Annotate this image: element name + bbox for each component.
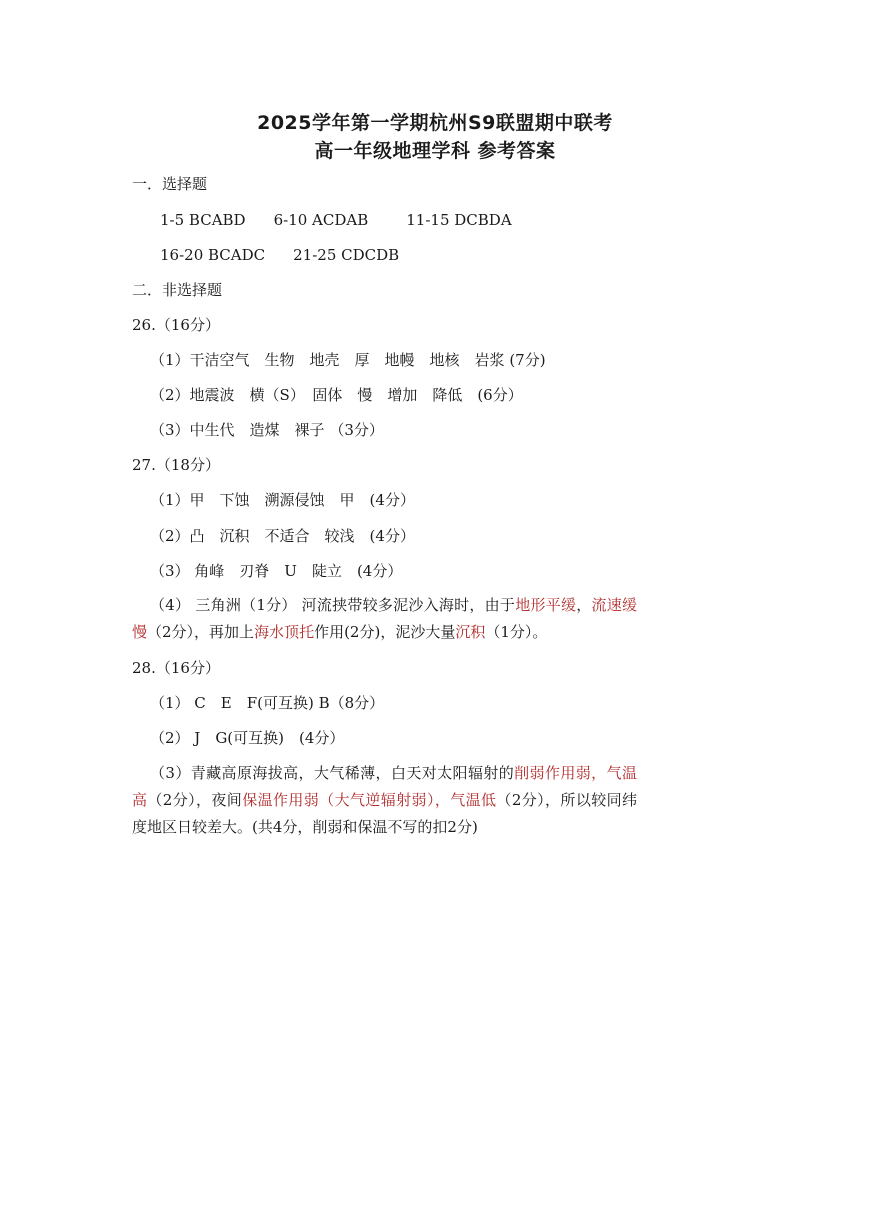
highlight-term: 海水顶托 [254, 623, 315, 641]
q27-answer-1: （1）甲 下蚀 溯源侵蚀 甲 (4分） [150, 491, 415, 509]
question-28-heading: 28.（16分） [132, 659, 220, 677]
q26-answer-2: （2）地震波 横（S） 固体 慢 增加 降低 (6分） [150, 386, 523, 404]
q28-answer-3: （3）青藏高原海拔高，大气稀薄，白天对太阳辐射的削弱作用弱，气温高（2分），夜间保温作用弱（大气逆辐射弱），气温低（2分），所以较同纬度地区日较差大。(共4分，削弱和保温不写的扣2分) [132, 764, 638, 836]
question-27-heading: 27.（18分） [132, 456, 220, 474]
choice-group-6-10: 6-10 ACDAB [273, 211, 369, 229]
highlight-term: 沉积 [455, 623, 486, 641]
question-26-heading: 26.（16分） [132, 316, 220, 334]
page-subtitle: 高一年级地理学科 参考答案 [314, 140, 556, 162]
q26-answer-1: （1）干洁空气 生物 地壳 厚 地幔 地核 岩浆 (7分) [150, 351, 546, 369]
q27-answer-3: （3） 角峰 刃脊 U 陡立 (4分） [150, 562, 403, 580]
page-title: 2025学年第一学期杭州S9联盟期中联考 [257, 112, 613, 134]
choice-group-1-5: 1-5 BCABD [160, 211, 246, 229]
choice-group-16-20: 16-20 BCADC [160, 246, 266, 264]
choice-answers-row-1 [160, 210, 512, 230]
choice-group-11-15: 11-15 DCBDA [406, 211, 512, 229]
highlight-term: 流速缓慢 [132, 596, 637, 641]
choice-answers-row-2 [160, 245, 399, 265]
highlight-term: 保温作用弱（大气逆辐射弱），气温低 [242, 791, 497, 809]
section-heading-choice: 一．选择题 [132, 175, 208, 193]
choice-group-21-25: 21-25 CDCDB [293, 246, 400, 264]
q27-answer-2: （2）凸 沉积 不适合 较浅 (4分） [150, 527, 415, 545]
q28-answer-1: （1） C E F(可互换) B（8分） [150, 694, 385, 712]
section-heading-nonchoice: 二．非选择题 [132, 281, 223, 299]
q28-answer-2: （2） J G(可互换) (4分） [150, 729, 345, 747]
highlight-term: 地形平缓 [515, 596, 577, 614]
q27-answer-4: （4） 三角洲（1分） 河流挟带较多泥沙入海时，由于地形平缓，流速缓慢（2分），再加上海水顶托作用(2分)，泥沙大量沉积（1分）。 [132, 596, 637, 641]
q26-answer-3: （3）中生代 造煤 裸子 （3分） [150, 421, 384, 439]
highlight-term: 削弱作用弱 [514, 764, 592, 782]
highlight-term: 气温高 [132, 764, 637, 809]
